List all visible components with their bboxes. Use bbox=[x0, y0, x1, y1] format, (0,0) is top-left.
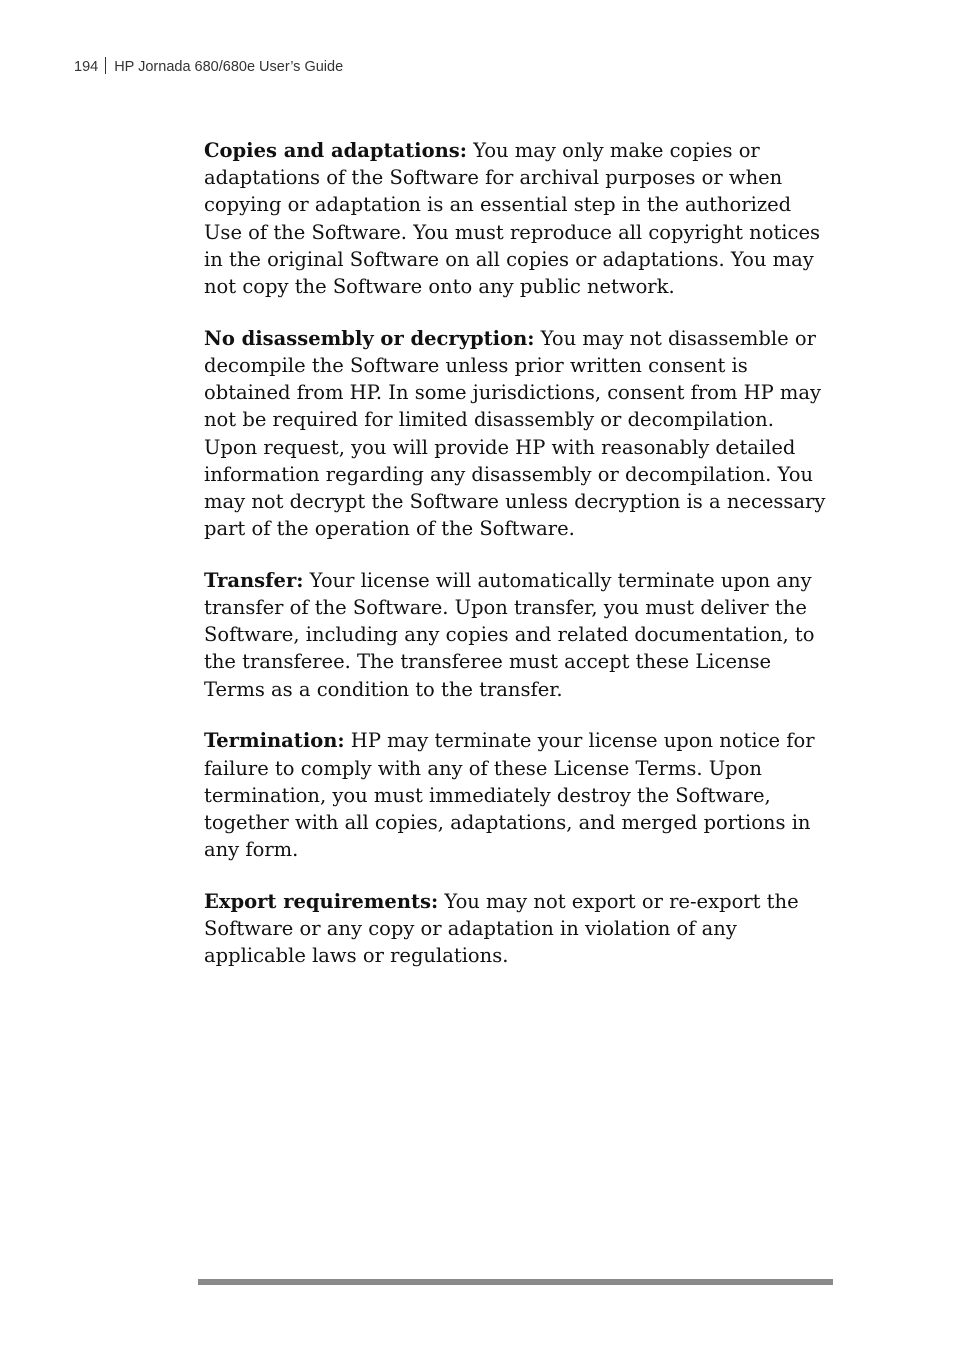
section-text: HP may terminate your license upon notice for failure to comply with any of these License Terms. Upon termination, you must immediately destroy the Software, together with all copies, adaptations, and merged portions in any form. bbox=[204, 729, 815, 862]
section-text: Your license will automatically terminate upon any transfer of the Software. Upon transfer, you must deliver the Software, including any copies and related documentation, to the transferee. The transferee must accept these License Terms as a condition to the transfer. bbox=[204, 568, 815, 701]
section-export-requirements bbox=[204, 888, 832, 970]
section-heading: Transfer: bbox=[204, 568, 304, 592]
section-heading: No disassembly or decryption: bbox=[204, 326, 535, 350]
running-header bbox=[74, 57, 343, 77]
section-heading: Export requirements: bbox=[204, 889, 439, 913]
section-transfer bbox=[204, 567, 832, 703]
section-no-disassembly bbox=[204, 325, 832, 543]
section-text: You may only make copies or adaptations of the Software for archival purposes or when copying or adaptation is an essential step in the authorized Use of the Software. You must reproduce all copyright notices in the original Software on all copies or adaptations. You may not copy the Software onto any public network. bbox=[204, 139, 821, 299]
section-text: You may not disassemble or decompile the Software unless prior written consent is obtained from HP. In some jurisdictions, consent from HP may not be required for limited disassembly or decompilation. Upon request, you will provide HP with reasonably detailed information regarding any disassembly or decompilation. You may not decrypt the Software unless decryption is a necessary part of the operation of the Software. bbox=[204, 326, 826, 541]
header-separator bbox=[105, 57, 106, 74]
section-copies-and-adaptations bbox=[204, 137, 832, 300]
license-terms-body bbox=[204, 137, 832, 994]
section-text: You may not export or re-export the Software or any copy or adaptation in violation of any applicable laws or regulations. bbox=[204, 889, 799, 968]
footer-rule bbox=[198, 1279, 833, 1285]
section-termination bbox=[204, 727, 832, 863]
section-heading: Termination: bbox=[204, 729, 345, 753]
section-heading: Copies and adaptations: bbox=[204, 139, 467, 162]
book-title: HP Jornada 680/680e User’s Guide bbox=[114, 59, 344, 75]
page-number: 194 bbox=[74, 59, 99, 75]
